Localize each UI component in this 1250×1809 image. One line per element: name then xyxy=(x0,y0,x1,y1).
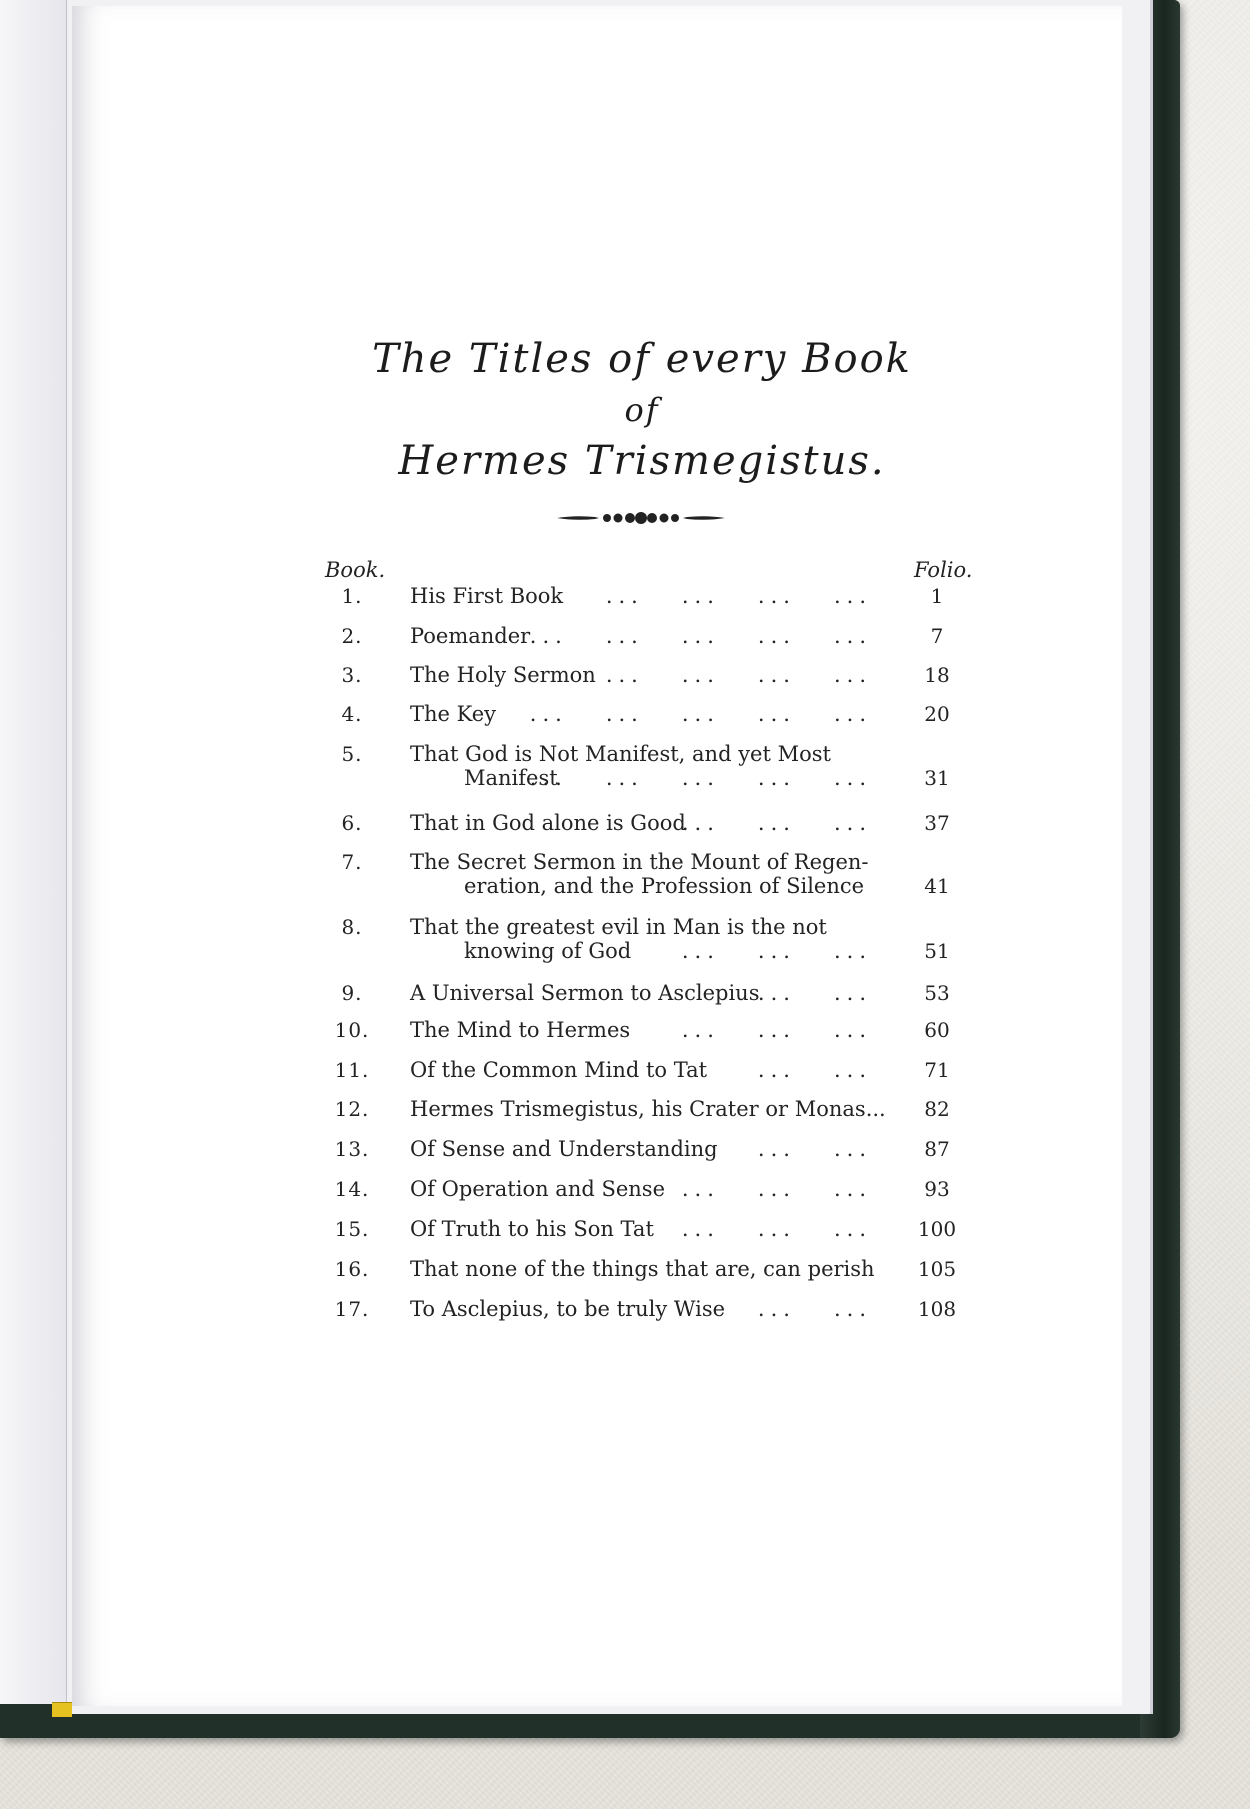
toc-entry-number: 9. xyxy=(341,981,363,1005)
toc-entry-folio: 100 xyxy=(917,1217,957,1241)
toc-entry xyxy=(322,1097,952,1125)
toc-entry-folio: 37 xyxy=(924,811,950,835)
toc-entry-folio: 41 xyxy=(924,874,950,898)
toc-entry xyxy=(322,1177,952,1205)
toc-entry-folio: 82 xyxy=(924,1097,950,1121)
toc-entry-folio: 18 xyxy=(924,663,950,687)
toc-entry xyxy=(322,663,952,691)
toc-entry-leader-dots: ... ... ... ... ... xyxy=(529,766,872,790)
toc-entry-title: Of the Common Mind to Tat xyxy=(410,1058,708,1082)
toc-entry-number: 1. xyxy=(341,584,363,608)
contents-page xyxy=(72,6,1122,1706)
toc-entry xyxy=(322,811,952,839)
toc-entry xyxy=(322,584,952,612)
toc-entry-title: The Mind to Hermes xyxy=(410,1018,631,1042)
toc-entry-title: Poemander xyxy=(410,624,531,648)
toc-entry-leader-dots: ... ... ... ... xyxy=(605,584,872,608)
toc-entry xyxy=(322,981,952,1009)
toc-entry xyxy=(322,742,952,794)
title-line-3: Hermes Trismegistus. xyxy=(398,438,886,484)
toc-entry-leader-dots: ... ... ... xyxy=(681,1217,872,1241)
toc-entry xyxy=(322,1257,957,1285)
toc-entry-leader-dots: ... ... xyxy=(757,1297,872,1321)
toc-entry-title: The Secret Sermon in the Mount of Regen- xyxy=(410,850,869,874)
toc-entry-leader-dots: ... ... ... xyxy=(681,811,872,835)
toc-entry xyxy=(322,1137,952,1165)
toc-entry-number: 8. xyxy=(341,915,363,939)
toc-entry-number: 6. xyxy=(341,811,363,835)
toc-entry-title: To Asclepius, to be truly Wise xyxy=(410,1297,726,1321)
toc-entry-folio: 108 xyxy=(917,1297,957,1321)
column-head-book: Book. xyxy=(325,558,386,582)
toc-entry-number: 11. xyxy=(334,1058,370,1082)
toc-entry-folio: 1 xyxy=(930,584,944,608)
toc-entry-title: That God is Not Manifest, and yet Most xyxy=(410,742,831,766)
toc-entry-folio: 20 xyxy=(924,702,950,726)
toc-entry-number: 16. xyxy=(334,1257,370,1281)
toc-entry-title: That none of the things that are, can perish xyxy=(410,1257,875,1281)
toc-entry-title: Hermes Trismegistus, his Crater or Monas... xyxy=(410,1097,886,1121)
toc-entry-leader-dots: ... ... ... ... xyxy=(605,663,872,687)
toc-entry-leader-dots: ... ... ... ... ... xyxy=(529,624,872,648)
toc-entry-number: 15. xyxy=(334,1217,370,1241)
toc-entry-leader-dots: ... ... xyxy=(757,1137,872,1161)
toc-entry-number: 3. xyxy=(341,663,363,687)
toc-entry-title: The Holy Sermon xyxy=(410,663,596,687)
toc-entry-folio: 51 xyxy=(924,939,950,963)
toc-entry-title: That the greatest evil in Man is the not xyxy=(410,915,827,939)
toc-entry-title: His First Book xyxy=(410,584,564,608)
toc-entry-title: That in God alone is Good xyxy=(410,811,686,835)
toc-entry xyxy=(322,1018,952,1046)
toc-entry-folio: 71 xyxy=(924,1058,950,1082)
toc-entry-number: 10. xyxy=(334,1018,370,1042)
toc-entry-title-continued: eration, and the Profession of Silence xyxy=(464,874,865,898)
ornament-divider xyxy=(555,506,727,530)
toc-entry-number: 14. xyxy=(334,1177,370,1201)
toc-entry xyxy=(322,915,952,967)
toc-entry-title-continued: knowing of God xyxy=(464,939,632,963)
toc-entry xyxy=(322,1217,957,1245)
toc-entry-title: A Universal Sermon to Asclepius xyxy=(410,981,760,1005)
toc-entry-number: 17. xyxy=(334,1297,370,1321)
toc-entry-number: 5. xyxy=(341,742,363,766)
toc-entry-folio: 31 xyxy=(924,766,950,790)
toc-entry-title: Of Operation and Sense xyxy=(410,1177,666,1201)
toc-entry-leader-dots: ... ... ... xyxy=(681,1018,872,1042)
toc-entry-number: 13. xyxy=(334,1137,370,1161)
toc-entry-folio: 7 xyxy=(930,624,944,648)
toc-entry xyxy=(322,702,952,730)
toc-entry-folio: 53 xyxy=(924,981,950,1005)
toc-entry-title: Of Sense and Understanding xyxy=(410,1137,718,1161)
toc-entry xyxy=(322,850,952,902)
toc-entry-number: 4. xyxy=(341,702,363,726)
headband xyxy=(52,1702,72,1717)
toc-entry xyxy=(322,1058,952,1086)
toc-entry-leader-dots: ... ... ... xyxy=(681,1177,872,1201)
toc-entry xyxy=(322,624,952,652)
left-page xyxy=(0,0,67,1704)
toc-entry-number: 12. xyxy=(334,1097,370,1121)
toc-entry-leader-dots: ... ... ... xyxy=(681,939,872,963)
toc-entry-title-continued: Manifest xyxy=(464,766,558,790)
title-line-2: of xyxy=(624,391,660,429)
toc-entry-leader-dots: ... ... xyxy=(757,1058,872,1082)
toc-entry-leader-dots: ... ... ... ... ... xyxy=(529,702,872,726)
toc-entry-number: 7. xyxy=(341,850,363,874)
toc-entry-title: The Key xyxy=(410,702,497,726)
toc-entry-leader-dots: ... ... xyxy=(757,981,872,1005)
toc-entry-folio: 93 xyxy=(924,1177,950,1201)
toc-entry-title: Of Truth to his Son Tat xyxy=(410,1217,654,1241)
title-line-1: The Titles of every Book xyxy=(372,336,912,382)
toc-entry xyxy=(322,1297,957,1325)
column-head-folio: Folio. xyxy=(914,558,973,582)
toc-entry-number: 2. xyxy=(341,624,363,648)
toc-entry-folio: 60 xyxy=(924,1018,950,1042)
toc-entry-folio: 105 xyxy=(917,1257,957,1281)
toc-entry-folio: 87 xyxy=(924,1137,950,1161)
